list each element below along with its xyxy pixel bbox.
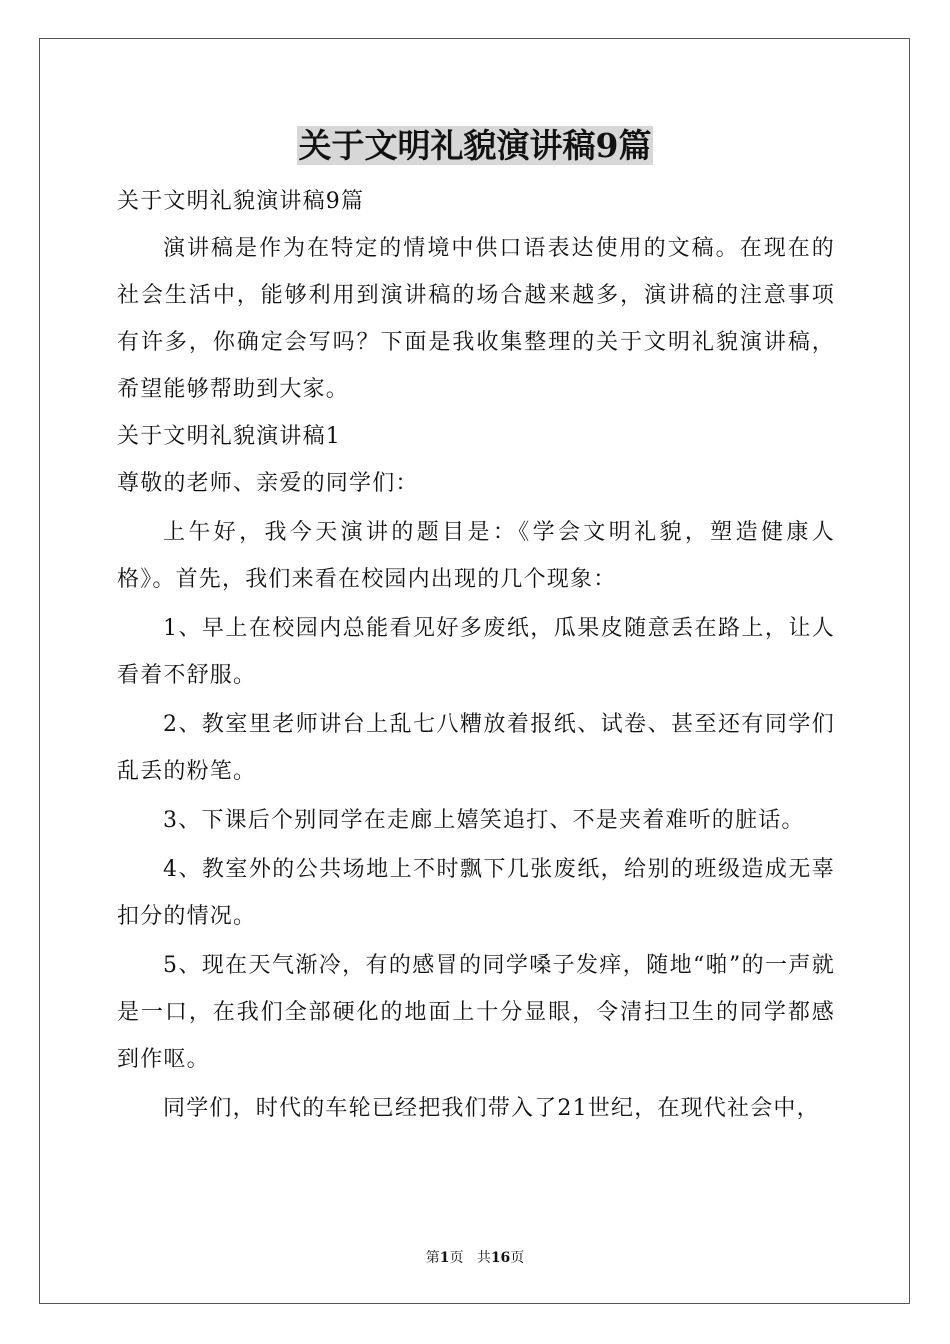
- paragraph-section-heading: 关于文明礼貌演讲稿1: [117, 424, 341, 449]
- page-unit: 页: [449, 1250, 464, 1266]
- page-total: 16: [490, 1250, 511, 1266]
- paragraph-point-5: 5、现在天气渐冷，有的感冒的同学嗓子发痒，随地“啪”的一声就是一口，在我们全部硬化的地面上十分显眼，令清扫卫生的同学都感到作呕。: [117, 953, 835, 1072]
- paragraph-point-2: 2、教室里老师讲台上乱七八糟放着报纸、试卷、甚至还有同学们乱丢的粉笔。: [117, 712, 835, 784]
- paragraph-salutation: 尊敬的老师、亲爱的同学们：: [117, 471, 419, 496]
- document-body: [117, 178, 835, 1132]
- total-unit: 页: [510, 1250, 525, 1266]
- paragraph-point-3: 3、下课后个别同学在走廊上嬉笑追打、不是夹着难听的脏话。: [163, 808, 805, 833]
- paragraph-point-1: 1、早上在校园内总能看见好多废纸，瓜果皮随意丢在路上，让人看着不舒服。: [117, 616, 835, 688]
- paragraph-greeting: 上午好，我今天演讲的题目是：《学会文明礼貌，塑造健康人格》。首先，我们来看在校园内出现的几个现象：: [117, 520, 835, 592]
- page-prefix: 第: [425, 1250, 440, 1266]
- paragraph-closing: 同学们，时代的车轮已经把我们带入了21世纪，在现代社会中，: [163, 1096, 820, 1121]
- document-title-text: 关于文明礼貌演讲稿9篇: [298, 126, 652, 165]
- page-footer: [0, 1249, 950, 1267]
- total-prefix: 共: [476, 1250, 491, 1266]
- page-current: 1: [439, 1250, 450, 1266]
- paragraph-intro: 演讲稿是作为在特定的情境中供口语表达使用的文稿。在现在的社会生活中，能够利用到演讲稿的场合越来越多，演讲稿的注意事项有许多，你确定会写吗？下面是我收集整理的关于文明礼貌演讲稿，希望能够帮助到大家。: [117, 236, 835, 402]
- document-title: [0, 124, 950, 168]
- paragraph-subtitle: 关于文明礼貌演讲稿9篇: [117, 189, 365, 214]
- paragraph-point-4: 4、教室外的公共场地上不时飘下几张废纸，给别的班级造成无辜扣分的情况。: [117, 857, 835, 929]
